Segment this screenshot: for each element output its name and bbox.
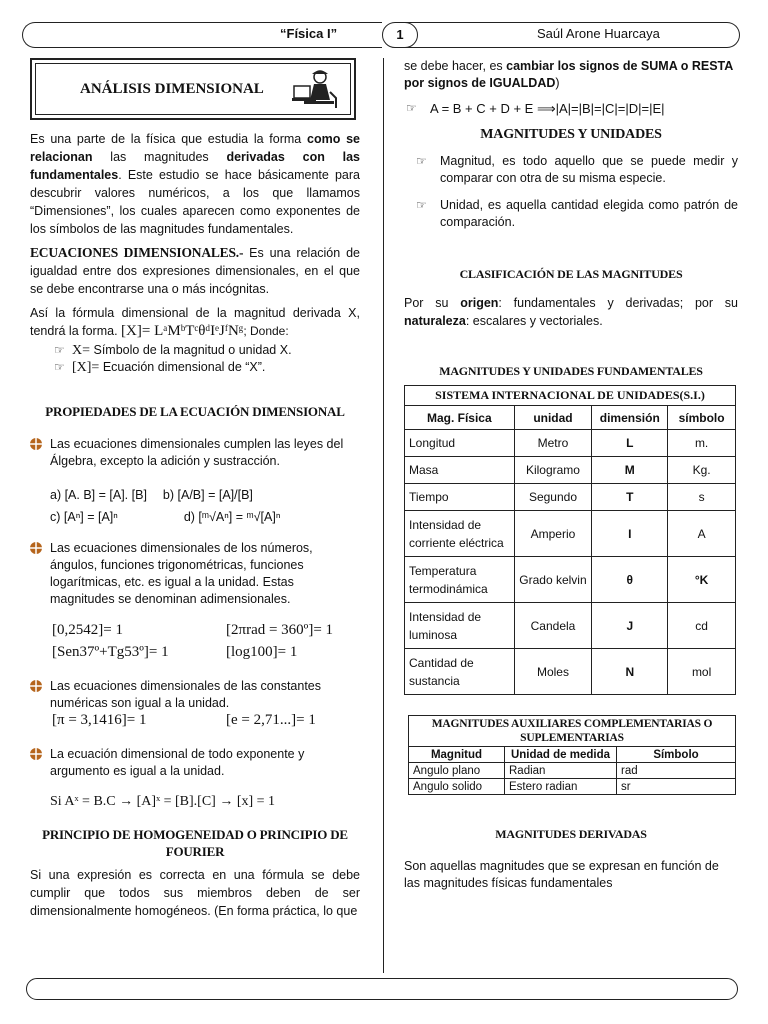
si-col-header: dimensión [592, 406, 668, 430]
page-title: ANÁLISIS DIMENSIONAL [80, 80, 264, 97]
left-column [30, 58, 360, 920]
magnitudes-heading: MAGNITUDES Y UNIDADES [480, 127, 662, 142]
page-header [22, 22, 740, 48]
exponent-example: Si Aˣ = B.C → [A]ˣ = [B].[C] → [x] = 1 [50, 794, 276, 809]
homogeneity-equation: ☞ A = B + C + D + E ⟹|A|=|B|=|C|=|D|=|E| [406, 101, 665, 116]
dimensional-equations-paragraph: ECUACIONES DIMENSIONALES.- Es una relación de igualdad entre dos expresiones dimensionales, en el que se debe encontrarse una o más incógnitas. [30, 245, 361, 296]
si-col-header: símbolo [668, 406, 736, 430]
property-examples: a) [A. B] = [A]. [B] b) [A/B] = [A]/[B] c) [Aⁿ] = [A]ⁿ d) [ᵐ√Aⁿ] = ᵐ√[A]ⁿ [50, 488, 281, 524]
si-col-header: Mag. Física [405, 406, 515, 430]
homogeneity-paragraph: Si una expresión es correcta en una fórmula se debe cumplir que todos sus miembros deben de ser dimensionalmente homogéneos. (En forma práctica, lo que [30, 868, 360, 918]
constant-examples: [π = 3,1416]= 1 [e = 2,71...]= 1 [52, 712, 316, 728]
derived-heading: MAGNITUDES DERIVADAS [495, 827, 647, 841]
flower-bullet-icon [30, 438, 42, 450]
column-divider [383, 58, 384, 973]
property-item: Las ecuaciones dimensionales de los números, ángulos, funciones trigonométricas, funciones logarítmicas, etc. es igual a la unidad. Estas magnitudes se denominan adimensionales. [30, 540, 360, 608]
table-row: Longitud Metro L m. [405, 430, 736, 457]
aux-table-title: MAGNITUDES AUXILIARES COMPLEMENTARIAS O SUPLEMENTARIAS [409, 716, 736, 747]
table-row: Intensidad de corriente eléctrica Amperio I A [405, 511, 736, 557]
pointing-hand-icon: ☞ [406, 101, 417, 115]
page-number: 1 [382, 22, 418, 48]
table-row: Angulo solido Estero radian sr [409, 779, 736, 795]
definitions-list [52, 342, 360, 376]
table-row: Intensidad de luminosa Candela J cd [405, 603, 736, 649]
table-row: Temperatura termodinámica Grado kelvin θ °K [405, 557, 736, 603]
intro-paragraph: Es una parte de la física que estudia la forma como se relacionan las magnitudes derivadas con las fundamentales. Este estudio se hace básicamente para descubrir valores numéricos, a los que llamamos “Dimensiones”, los cuales aparecen como exponentes de los símbolos de las magnitudes fundamentales. [30, 132, 360, 236]
table-row: Tiempo Segundo T s [405, 484, 736, 511]
si-units-table [404, 385, 736, 695]
classification-paragraph: Por su origen: fundamentales y derivadas; por su naturaleza: escalares y vectoriales. [404, 296, 738, 328]
property-item: Las ecuaciones dimensionales de las constantes numéricas son igual a la unidad. [30, 678, 360, 712]
list-item: ☞ X= Símbolo de la magnitud o unidad X. [54, 343, 292, 358]
course-title: “Física I” [280, 26, 338, 41]
homogeneity-continued: se debe hacer, es cambiar los signos de SUMA o RESTA por signos de IGUALDAD) [404, 59, 733, 90]
property-item: La ecuación dimensional de todo exponente y argumento es igual a la unidad. [30, 746, 360, 780]
aux-col-header: Símbolo [617, 747, 736, 763]
dimensional-formula: [X]= LᵃMᵇTᶜθᵈIᵉJᶠNᵍ [121, 323, 244, 339]
aux-col-header: Unidad de medida [505, 747, 617, 763]
pointing-hand-icon: ☞ [416, 198, 427, 212]
right-column [404, 58, 738, 892]
si-table-title: SISTEMA INTERNACIONAL DE UNIDADES(S.I.) [405, 386, 736, 406]
homogeneity-heading: PRINCIPIO DE HOMOGENEIDAD O PRINCIPIO DE FOURIER [42, 827, 348, 859]
si-col-header: unidad [514, 406, 592, 430]
pointing-hand-icon: ☞ [54, 343, 65, 357]
aux-col-header: Magnitud [409, 747, 505, 763]
table-row: Cantidad de sustancia Moles N mol [405, 649, 736, 695]
title-box [30, 58, 356, 120]
classification-heading: CLASIFICACIÓN DE LAS MAGNITUDES [459, 267, 683, 281]
pointing-hand-icon: ☞ [416, 154, 427, 168]
list-item: ☞ Unidad, es aquella cantidad elegida como patrón de comparación. [416, 198, 738, 229]
table-row: Angulo plano Radian rad [409, 763, 736, 779]
properties-heading: PROPIEDADES DE LA ECUACIÓN DIMENSIONAL [45, 404, 345, 419]
flower-bullet-icon [30, 680, 42, 692]
derived-paragraph: Son aquellas magnitudes que se expresan en función de las magnitudes físicas fundamentales [404, 859, 719, 890]
table-row: Masa Kilogramo M Kg. [405, 457, 736, 484]
pointing-hand-icon: ☞ [54, 360, 65, 374]
author-name: Saúl Arone Huarcaya [537, 26, 660, 41]
page-footer [26, 978, 738, 1000]
list-item: ☞ [X]= Ecuación dimensional de “X”. [54, 360, 266, 375]
property-item: Las ecuaciones dimensionales cumplen las leyes del Álgebra, excepto la adición y sustracción. [30, 436, 360, 470]
formula-paragraph: Así la fórmula dimensional de la magnitud derivada X, tendrá la forma. [X]= LᵃMᵇTᶜθᵈIᵉJᶠNᵍ; Donde: [30, 306, 360, 339]
flower-bullet-icon [30, 542, 42, 554]
fundamental-heading: MAGNITUDES Y UNIDADES FUNDAMENTALES [439, 364, 703, 378]
student-computer-icon [290, 68, 340, 110]
auxiliary-magnitudes-table [408, 715, 736, 795]
adimensional-examples: [0,2542]= 1 [2πrad = 360º]= 1 [Sen37º+Tg53º]= 1 [log100]= 1 [52, 622, 334, 660]
list-item: ☞ Magnitud, es todo aquello que se puede medir y comparar con otra de su misma especie. [416, 154, 738, 185]
flower-bullet-icon [30, 748, 42, 760]
